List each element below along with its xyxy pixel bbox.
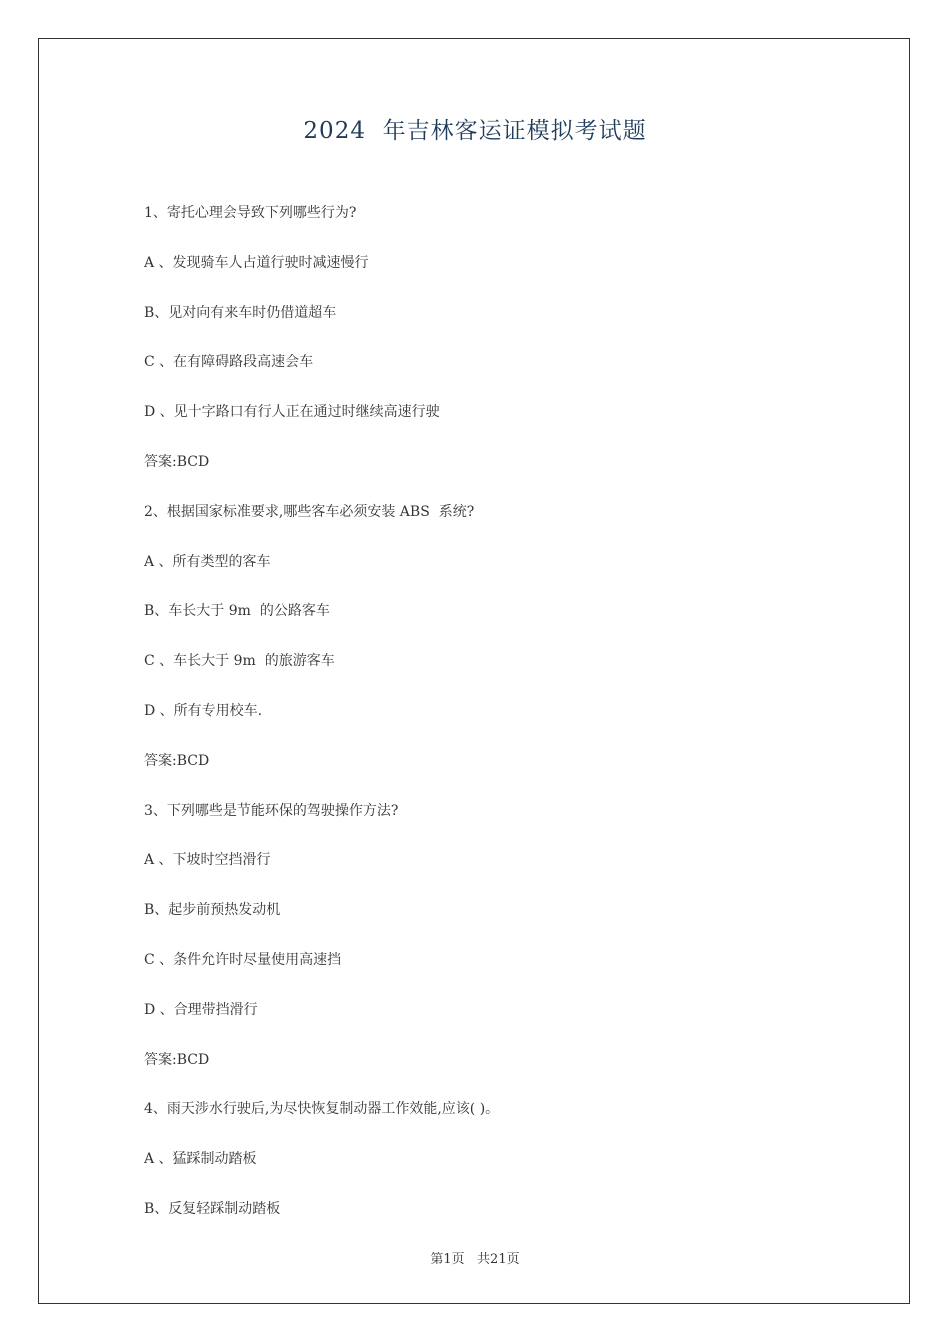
question-2-option-c: C 、车长大于 9m 的旅游客车 xyxy=(144,653,335,670)
question-1-option-b: B、见对向有来车时仍借道超车 xyxy=(144,304,337,321)
question-2: 2、根据国家标准要求,哪些客车必须安装 ABS 系统? xyxy=(144,503,475,520)
question-2-answer: 答案:BCD xyxy=(144,752,210,769)
document-body xyxy=(144,198,864,1244)
question-2-option-d: D 、所有专用校车. xyxy=(144,702,263,719)
question-3-option-c: C 、条件允许时尽量使用高速挡 xyxy=(144,951,342,968)
question-4-option-a: A 、猛踩制动踏板 xyxy=(144,1151,257,1168)
question-3: 3、下列哪些是节能环保的驾驶操作方法? xyxy=(144,802,399,819)
question-4-option-b: B、反复轻踩制动踏板 xyxy=(144,1200,281,1217)
question-1-option-a: A 、发现骑车人占道行驶时减速慢行 xyxy=(144,254,369,271)
question-2-option-a: A 、所有类型的客车 xyxy=(144,553,271,570)
document-title: 2024 年吉林客运证模拟考试题 xyxy=(303,118,647,144)
question-2-option-b: B、车长大于 9m 的公路客车 xyxy=(144,603,330,620)
question-3-option-b: B、起步前预热发动机 xyxy=(144,902,281,919)
question-3-answer: 答案:BCD xyxy=(144,1051,210,1068)
question-1: 1、寄托心理会导致下列哪些行为? xyxy=(144,205,357,221)
question-1-answer: 答案:BCD xyxy=(144,453,210,470)
question-1-option-d: D 、见十字路口有行人正在通过时继续高速行驶 xyxy=(144,404,440,421)
question-1-option-c: C 、在有障碍路段高速会车 xyxy=(144,354,314,371)
question-3-option-d: D 、合理带挡滑行 xyxy=(144,1001,258,1018)
question-3-option-a: A 、下坡时空挡滑行 xyxy=(144,852,271,869)
page-footer: 第1页 共21页 xyxy=(430,1252,520,1267)
question-4: 4、雨天涉水行驶后,为尽快恢复制动器工作效能,应该( )。 xyxy=(144,1101,500,1118)
